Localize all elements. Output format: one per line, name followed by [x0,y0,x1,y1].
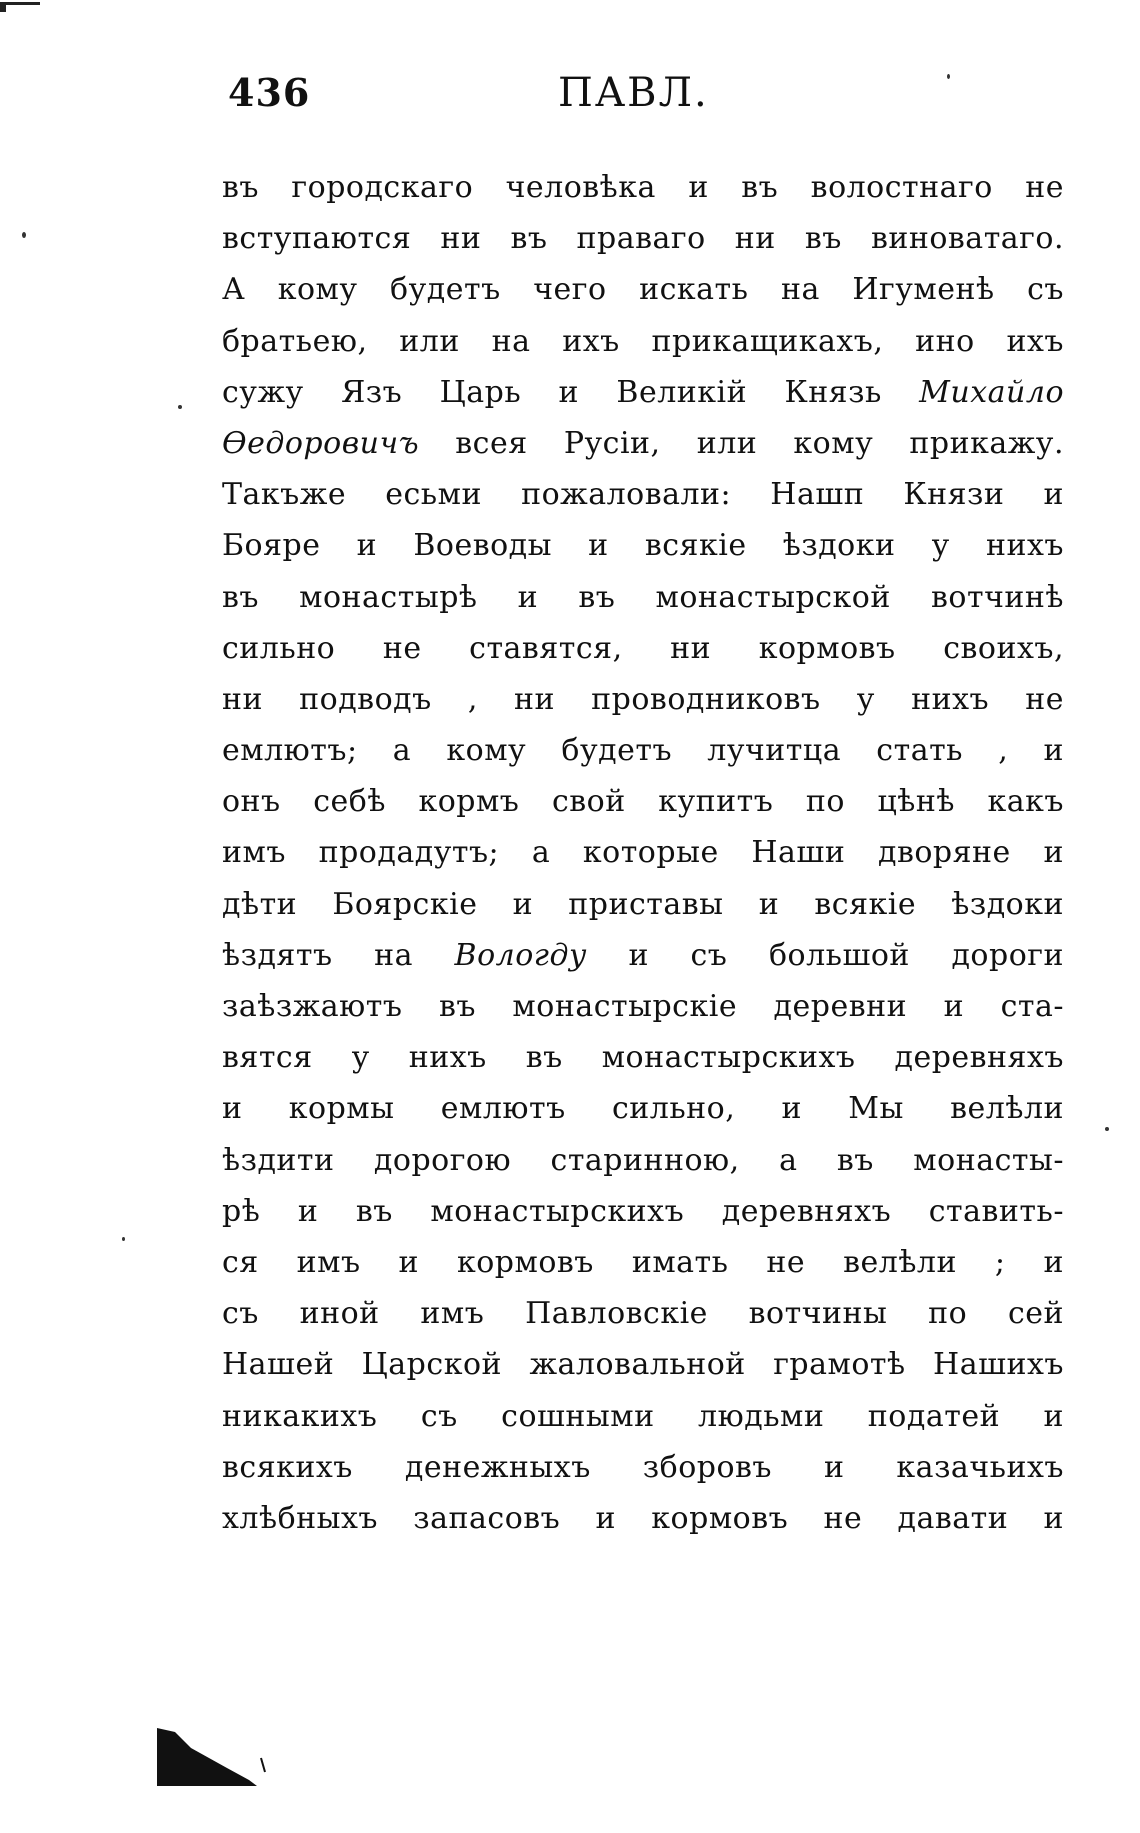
text-line: сужу Язъ Царь и Великій Князь Михайло [222,374,1064,410]
page-corner-mark [0,0,40,12]
text-line: ся имъ и кормовъ имать не велѣли ; и [222,1244,1064,1280]
text-line: въ городскаго человѣка и въ волостнаго не [222,170,1064,205]
text-line: Бояре и Воеводы и всякіе ѣздоки у нихъ [222,528,1064,564]
body-text [222,162,1064,1544]
text-line: и кормы емлютъ сильно, и Мы велѣли [222,1091,1064,1127]
text-line: имъ продадутъ; а которые Наши дворяне и [222,835,1064,871]
text-line: Такъже есьми пожаловали: Нашп Князи и [222,477,1064,513]
text-line: хлѣбныхъ запасовъ и кормовъ не давати и [222,1500,1064,1536]
ink-speck [22,232,26,238]
text-line: Ѳедоровичъ всея Русіи, или кому прикажу. [222,425,1064,461]
text-line: дѣти Боярскіе и приставы и всякіе ѣздоки [222,886,1064,922]
text-line: ѣздятъ на Вологду и съ большой дороги [222,937,1064,973]
text-line: сильно не ставятся, ни кормовъ своихъ, [222,630,1064,666]
text-line: рѣ и въ монастырскихъ деревняхъ ставить- [222,1193,1064,1229]
running-head: ПАВЛ. [558,70,709,116]
text-line: емлютъ; а кому будетъ лучитца стать , и [222,733,1064,769]
ink-speck [178,405,182,409]
text-line: онъ себѣ кормъ свой купитъ по цѣнѣ какъ [222,784,1064,820]
text-line: съ иной имъ Павловскіе вотчины по сей [222,1296,1064,1332]
text-line: братьею, или на ихъ прикащикахъ, ино ихъ [222,323,1064,359]
text-line: всякихъ денежныхъ зборовъ и казачьихъ [222,1449,1064,1485]
text-line: ни подводъ , ни проводниковъ у нихъ не [222,681,1064,717]
text-line: вятся у нихъ въ монастырскихъ деревняхъ [222,1040,1064,1076]
ink-blot [157,1728,267,1788]
text-line: никакихъ съ сошными людьми податей и [222,1398,1064,1434]
text-line: Нашей Царской жаловальной грамотѣ Нашихъ [222,1347,1064,1383]
ink-speck [947,74,950,79]
text-line: А кому будетъ чего искать на Игуменѣ съ [222,272,1064,308]
text-line: ѣздити дорогою старинною, а въ монасты- [222,1142,1064,1178]
ink-speck [122,1237,125,1241]
ink-speck [1105,1127,1109,1131]
text-line: въ монастырѣ и въ монастырской вотчинѣ [222,579,1064,615]
page-header [228,70,1058,130]
text-line: вступаются ни въ праваго ни въ виноватаго. [222,221,1064,257]
text-line: заѣзжаютъ въ монастырскіе деревни и ста- [222,989,1064,1024]
page-number: 436 [228,70,311,115]
